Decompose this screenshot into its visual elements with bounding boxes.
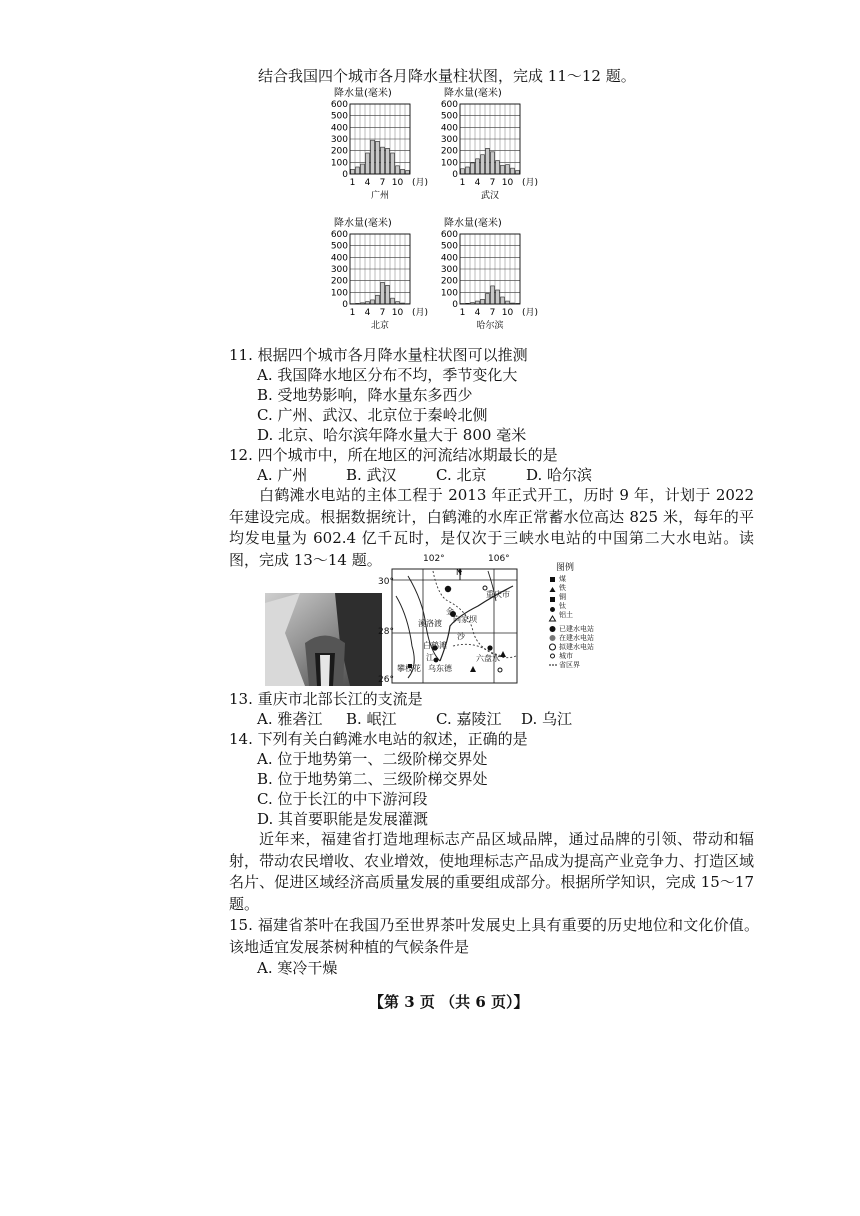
legend-bauxite: 铝土	[559, 611, 573, 619]
chart2-ytick: 600	[440, 100, 458, 110]
chart1-bar	[356, 167, 360, 174]
legend-symbols	[548, 576, 558, 676]
map-river-jin: 金	[446, 607, 454, 616]
chart2-bar	[491, 152, 495, 174]
chart4-xtick: 4	[474, 308, 481, 318]
chart2-ytick: 500	[440, 111, 458, 122]
chart2-ytick: 300	[440, 135, 458, 145]
chart1-bar	[371, 140, 375, 174]
chart3-bar	[371, 300, 375, 304]
map-lon-102: 102°	[423, 554, 445, 564]
chart2-bar	[461, 169, 465, 174]
fujian-passage: 近年来，福建省打造地理标志产品区域品牌，通过品牌的引领、带动和辐射，带动农民增收、农业增效，使地理标志产品成为提高产业竞争力、打造区域名片、促进区域经济高质量发展的重要组成部分。根据所学知识，完成 15～17 题。	[229, 830, 755, 913]
building-station-icon	[550, 635, 556, 641]
map-river-sha: 沙	[457, 632, 465, 641]
chart1-bar	[401, 169, 405, 174]
chart3-xtick: 1	[349, 308, 356, 318]
coal-icon	[550, 577, 555, 582]
chart3-bar	[386, 285, 390, 304]
titanium-icon	[550, 607, 555, 612]
q14-option-d: D. 其首要职能是发展灌溉	[257, 810, 429, 828]
chart4-bar	[491, 286, 495, 304]
chart1-bar	[361, 164, 365, 174]
chart4-ytick: 400	[440, 253, 458, 264]
map-lat-28: 28°	[378, 627, 394, 637]
chart1-ytick: 500	[330, 111, 348, 122]
chart1-ytick: 400	[330, 123, 348, 134]
chart3-bar	[376, 295, 380, 304]
legend-titanium: 钛	[559, 602, 566, 610]
chart1-city-name: 广州	[370, 191, 390, 201]
chart3-ytick: 400	[330, 253, 348, 264]
charts-intro: 结合我国四个城市各月降水量柱状图，完成 11～12 题。	[258, 67, 636, 85]
q13-stem: 13. 重庆市北部长江的支流是	[229, 690, 423, 708]
legend-city: 城市	[559, 652, 573, 660]
chart4-ytick: 0	[452, 300, 458, 310]
q11-option-d: D. 北京、哈尔滨年降水量大于 800 毫米	[257, 426, 527, 444]
chart1-bar	[366, 153, 370, 174]
chart4-xtick: 1	[459, 308, 466, 318]
q13-option-b: B. 岷江	[346, 710, 397, 728]
chart1-xtick: 7	[379, 178, 386, 188]
map-lat-30: 30°	[378, 577, 394, 587]
q12-option-b: B. 武汉	[346, 466, 397, 484]
chart3-bar	[381, 282, 385, 304]
q14-option-a: A. 位于地势第一、二级阶梯交界处	[257, 750, 488, 768]
chart3-ytick: 200	[330, 276, 348, 287]
chart4-ytick: 200	[440, 276, 458, 287]
chart4-ytick: 300	[440, 265, 458, 275]
dam-photo	[265, 593, 382, 686]
chart2-bar	[511, 168, 515, 174]
built-station-icon	[550, 626, 556, 632]
chart1-bar	[396, 166, 400, 174]
chart4-bar	[496, 290, 500, 304]
legend-copper: 铜	[559, 593, 566, 601]
chart4-xlabel: (月)	[522, 308, 539, 318]
chart2-city-name: 武汉	[480, 191, 500, 201]
chart1-bar	[381, 147, 385, 174]
chart2-ytick: 100	[440, 158, 458, 169]
map-place-xiangjiaba: 向家坝	[453, 615, 477, 624]
map-river-jiang: 江	[426, 653, 434, 662]
chart4-xtick: 10	[501, 308, 514, 318]
q14-option-c: C. 位于长江的中下游河段	[257, 790, 428, 808]
chart1-bar	[376, 141, 380, 174]
q15-option-a: A. 寒冷干燥	[257, 959, 338, 977]
chart1-xlabel: (月)	[412, 178, 429, 188]
chart3-ylabel: 降水量(毫米)	[334, 218, 392, 229]
city-icon	[551, 654, 555, 658]
q13-option-c: C. 嘉陵江	[436, 710, 502, 728]
chart4-ytick: 600	[440, 230, 458, 240]
chart2-bar	[506, 165, 510, 174]
chart1-bar	[351, 169, 355, 174]
legend-built-station: 已建水电站	[559, 625, 594, 633]
chart3-ytick: 0	[342, 300, 348, 310]
chart1-bar	[386, 148, 390, 174]
chart2-bar	[481, 155, 485, 174]
chart4-ytick: 100	[440, 288, 458, 299]
chart2-bar	[496, 161, 500, 174]
chart1-ytick: 100	[330, 158, 348, 169]
chart4-ytick: 500	[440, 241, 458, 252]
legend-building-station: 在建水电站	[559, 634, 594, 642]
q14-option-b: B. 位于地势第二、三级阶梯交界处	[257, 770, 488, 788]
map-place-baihetan: 白鹤滩	[423, 641, 447, 650]
chart1-xtick: 10	[391, 178, 404, 188]
chart3-xlabel: (月)	[412, 308, 429, 318]
legend-iron: 铁	[559, 584, 566, 592]
chart4-bar	[481, 299, 485, 304]
chart1-ytick: 0	[342, 170, 348, 180]
q12-stem: 12. 四个城市中，所在地区的河流结冰期最长的是	[229, 446, 558, 464]
map-lat-26: 26°	[378, 675, 394, 685]
chart4-city-name: 哈尔滨	[476, 321, 504, 331]
chart1-ytick: 200	[330, 146, 348, 157]
legend-title: 图例	[556, 563, 575, 573]
legend-coal: 煤	[559, 575, 566, 583]
chart4-ylabel: 降水量(毫米)	[444, 218, 502, 229]
q12-option-a: A. 广州	[257, 466, 308, 484]
legend-province-border: 省区界	[559, 661, 580, 669]
iron-icon	[550, 587, 556, 592]
chart2-bar	[501, 165, 505, 174]
chart3-xtick: 4	[364, 308, 371, 318]
map-north-label: N	[456, 568, 462, 577]
chart1-ytick: 300	[330, 135, 348, 145]
q11-stem: 11. 根据四个城市各月降水量柱状图可以推测	[229, 346, 528, 364]
copper-icon	[550, 597, 555, 602]
planned-station-icon	[550, 644, 556, 650]
chart2-ytick: 200	[440, 146, 458, 157]
map-place-liupanshui: 六盘水	[476, 654, 500, 663]
chart1-xtick: 4	[364, 178, 371, 188]
chart1-ytick: 600	[330, 100, 348, 110]
q13-option-d: D. 乌江	[521, 710, 573, 728]
chart2-xtick: 10	[501, 178, 514, 188]
chart2-bar	[471, 163, 475, 174]
q15-stem: 15. 福建省茶叶在我国乃至世界茶叶发展史上具有重要的历史地位和文化价值。该地适宜发展茶树种植的气候条件是	[229, 916, 759, 956]
chart3-xtick: 7	[379, 308, 386, 318]
chart4-bar	[486, 294, 490, 305]
chart2-xlabel: (月)	[522, 178, 539, 188]
chart1-xtick: 1	[349, 178, 356, 188]
chart2-bar	[476, 159, 480, 174]
q11-option-b: B. 受地势影响，降水量东多西少	[257, 386, 473, 404]
chart2-bar	[486, 148, 490, 174]
chart3-city-name: 北京	[370, 321, 390, 331]
q11-option-c: C. 广州、武汉、北京位于秦岭北侧	[257, 406, 488, 424]
chart3-ytick: 500	[330, 241, 348, 252]
map-place-chongqing: 重庆市	[486, 590, 510, 599]
chart2-xtick: 4	[474, 178, 481, 188]
q13-option-a: A. 雅砻江	[257, 710, 323, 728]
bauxite-icon	[550, 616, 556, 621]
q11-option-a: A. 我国降水地区分布不均，季节变化大	[257, 366, 518, 384]
chart3-bar	[391, 298, 395, 304]
chart3-ytick: 600	[330, 230, 348, 240]
chart3-ytick: 100	[330, 288, 348, 299]
precipitation-charts	[0, 0, 860, 340]
chart3-ytick: 300	[330, 265, 348, 275]
q12-option-c: C. 北京	[436, 466, 487, 484]
q12-option-d: D. 哈尔滨	[526, 466, 593, 484]
chart2-bar	[516, 171, 520, 175]
chart1-bar	[391, 153, 395, 174]
chart2-ytick: 400	[440, 123, 458, 134]
chart2-ytick: 0	[452, 170, 458, 180]
chart2-ylabel: 降水量(毫米)	[444, 88, 502, 99]
map-place-xiluodu: 溪洛渡	[418, 619, 442, 628]
legend-planned-station: 拟建水电站	[559, 643, 594, 651]
chart2-xtick: 7	[489, 178, 496, 188]
map-lon-106: 106°	[488, 554, 510, 564]
map-place-wudongde: 乌东德	[428, 664, 452, 673]
chart4-bar	[501, 297, 505, 304]
baihetan-passage: 白鹤滩水电站的主体工程于 2013 年正式开工，历时 9 年，计划于 2022 年建设完成。根据数据统计，白鹤滩的水库正常蓄水位高达 825 米，每年的平均发电量为 602.4 亿千瓦时，是仅次于三峡水电站的中国第二大水电站。读图，完成 13～14 题。	[229, 486, 754, 569]
page-footer: 【第 3 页 （共 6 页）】	[369, 993, 529, 1011]
map-place-panzhihua: 攀枝花	[397, 664, 421, 673]
q14-stem: 14. 下列有关白鹤滩水电站的叙述，正确的是	[229, 730, 528, 748]
chart4-xtick: 7	[489, 308, 496, 318]
chart3-xtick: 10	[391, 308, 404, 318]
chart2-bar	[466, 167, 470, 174]
chart1-ylabel: 降水量(毫米)	[334, 88, 392, 99]
chart2-xtick: 1	[459, 178, 466, 188]
chart1-bar	[406, 171, 410, 175]
